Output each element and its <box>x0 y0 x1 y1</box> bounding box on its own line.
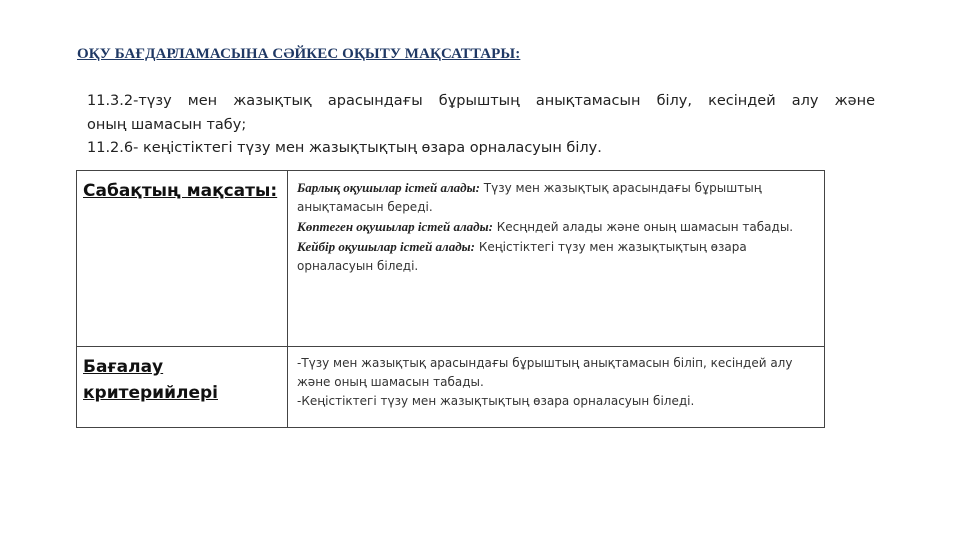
criteria-content-cell <box>288 347 825 428</box>
goal-item-some-text: Кеңістіктегі түзу мен жазықтықтың өзара орналасуын біледі. <box>297 240 747 273</box>
table-row-criteria <box>77 347 825 428</box>
goals-content-cell <box>288 171 825 347</box>
goal-item-all <box>297 178 814 217</box>
page-title: ОҚУ БАҒДАРЛАМАСЫНА СӘЙКЕС ОҚЫТУ МАҚСАТТАРЫ: <box>77 46 521 62</box>
criteria-label-cell <box>77 347 288 428</box>
criteria-item-2: -Кеңістіктегі түзу мен жазықтықтың өзара орналасуын біледі. <box>297 394 695 408</box>
goal-item-most-text: Кесңндей алады және оның шамасын табады. <box>492 220 794 234</box>
criteria-label: Бағалау критерийлері <box>83 357 218 403</box>
criteria-item-1: -Түзу мен жазықтық арасындағы бұрыштың анықтамасын біліп, кесіндей алу және оның шамасын табады. <box>297 356 793 389</box>
lesson-table <box>76 170 825 428</box>
learning-objectives <box>87 90 875 161</box>
goal-item-some <box>297 237 814 276</box>
objective-line-1: 11.3.2-түзу мен жазықтық арасындағы бұрыштың анықтамасын білу, кесіндей алу және <box>87 93 875 109</box>
objective-line-2: оның шамасын табу; <box>87 116 247 133</box>
table-row-goals <box>77 171 825 347</box>
goal-item-all-text: Түзу мен жазықтық арасындағы бұрыштың анықтамасын береді. <box>297 181 762 214</box>
goal-item-most <box>297 217 814 237</box>
goal-item-some-lead: Кейбір оқушылар істей алады: <box>297 239 476 254</box>
goal-item-most-lead: Көптеген оқушылар істей алады: <box>297 219 493 234</box>
goal-item-all-lead: Барлық оқушылар істей алады: <box>297 180 480 195</box>
goals-label: Сабақтың мақсаты: <box>83 181 278 201</box>
objective-line-3: 11.2.6- кеңістіктегі түзу мен жазықтықтың өзара орналасуын білу. <box>87 140 602 156</box>
goals-label-cell <box>77 171 288 347</box>
